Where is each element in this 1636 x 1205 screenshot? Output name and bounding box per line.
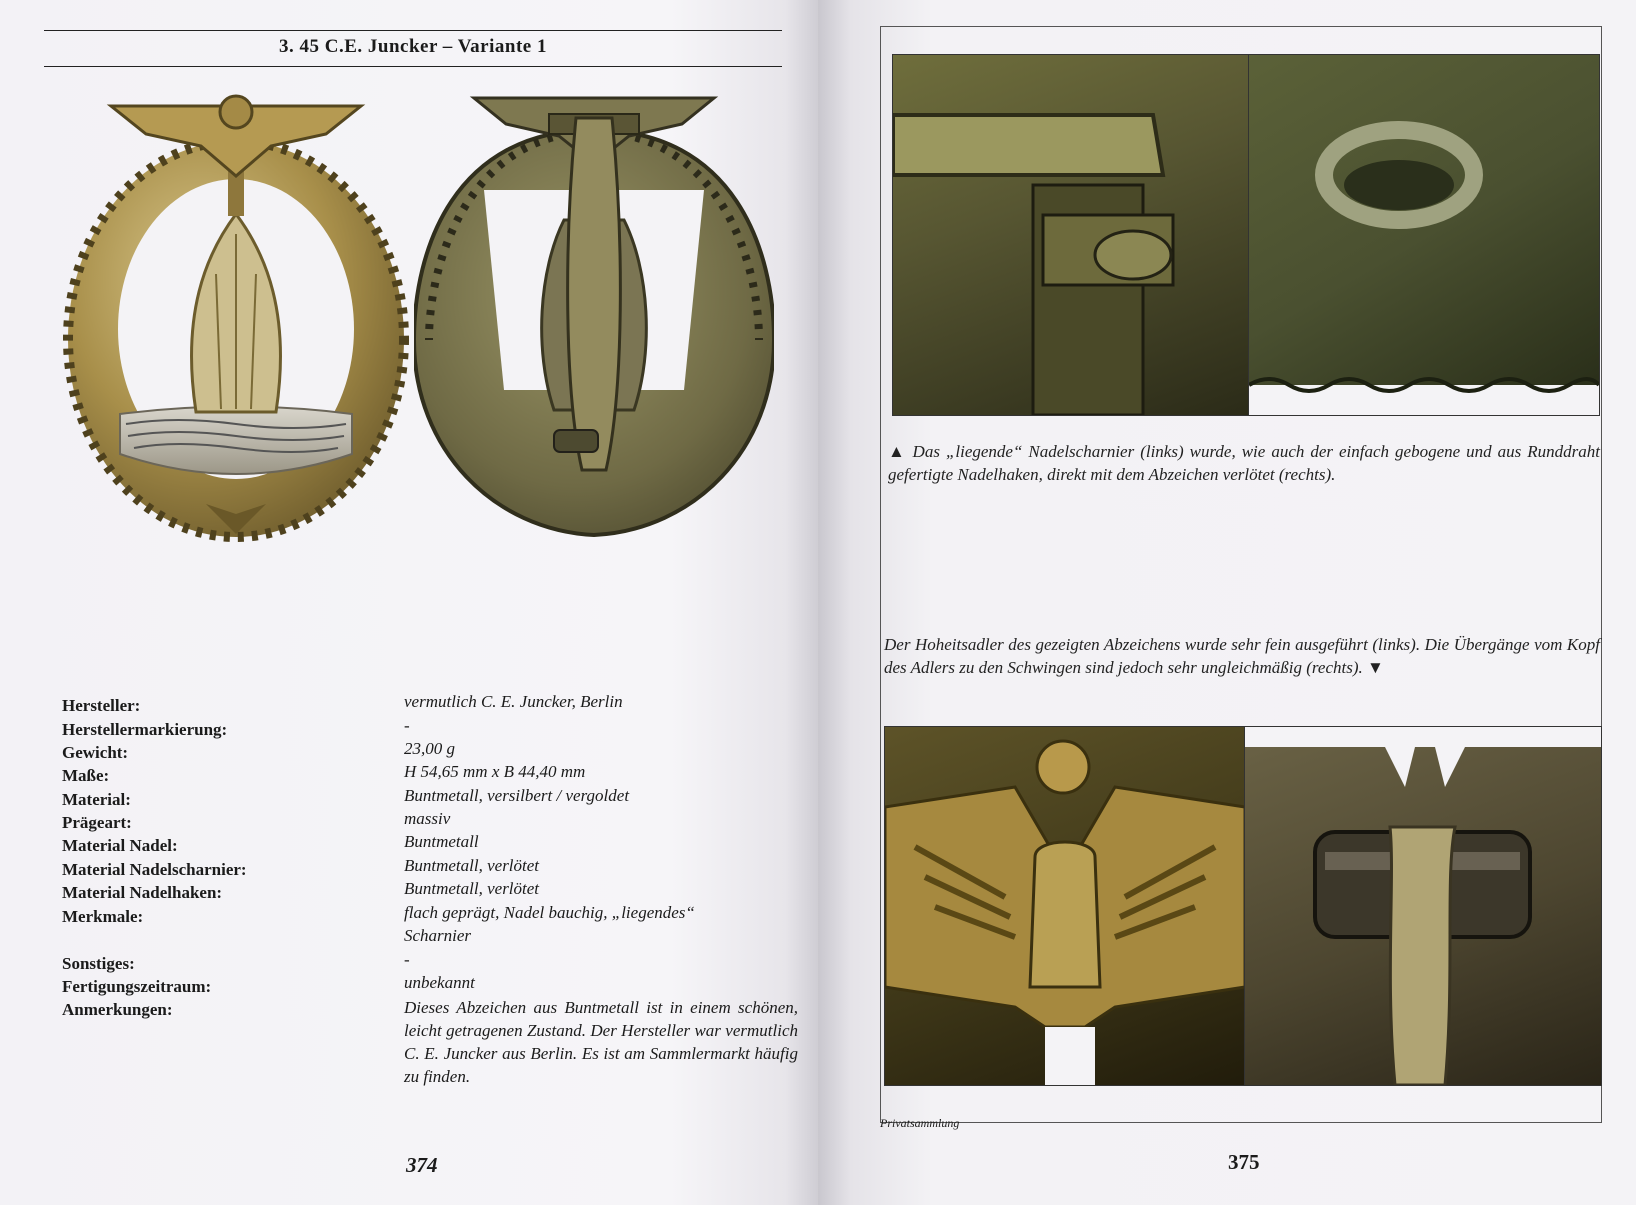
spec-value-merkmale-line2: Scharnier [404, 926, 472, 945]
spec-value-material-nadel: Buntmetall [404, 832, 479, 851]
spec-label-fertigungszeitraum: Fertigungszeitraum: [62, 977, 212, 996]
page-number-right: 375 [1228, 1150, 1260, 1174]
caption-top: ▲ Das „liegende“ Nadelscharnier (links) wurde, wie auch der einfach gebogene und aus Runddraht gefertigte Nadelhaken, direkt mit dem Abzeichen verlötet (rechts). [888, 442, 1600, 484]
spec-value-praegeart: massiv [404, 809, 451, 828]
spec-label-material-nadel: Material Nadel: [62, 836, 178, 855]
spec-value-material: Buntmetall, versilbert / vergoldet [404, 786, 630, 805]
title-bottom-rule [44, 66, 782, 67]
badge-obverse-image [56, 94, 420, 544]
spec-value-gewicht: 23,00 g [404, 739, 455, 758]
spec-label-material: Material: [62, 790, 131, 809]
spec-label-sonstiges: Sonstiges: [62, 954, 135, 973]
title-top-rule [44, 30, 782, 31]
spec-value-material-nadelhaken: Buntmetall, verlötet [404, 879, 540, 898]
spec-value-hersteller: vermutlich C. E. Juncker, Berlin [404, 692, 623, 711]
spec-label-praegeart: Prägeart: [62, 813, 132, 832]
spec-value-merkmale: flach geprägt, Nadel bauchig, „liegendes“ [404, 903, 695, 922]
badge-reverse-image [414, 90, 774, 540]
spec-label-masse: Maße: [62, 766, 110, 785]
spec-label-merkmale: Merkmale: [62, 907, 144, 926]
spec-label-material-nadelscharnier: Material Nadelscharnier: [62, 860, 247, 879]
spec-value-sonstiges: - [404, 950, 410, 969]
photo-eagle-reverse-detail [1244, 726, 1602, 1086]
spec-value-herstellermarkierung: - [404, 716, 410, 735]
spec-value-masse: H 54,65 mm x B 44,40 mm [404, 762, 586, 781]
spec-value-material-nadelscharnier: Buntmetall, verlötet [404, 856, 540, 875]
spec-label-anmerkungen: Anmerkungen: [62, 1000, 173, 1019]
spec-label-material-nadelhaken: Material Nadelhaken: [62, 883, 223, 902]
page-title: 3. 45 C.E. Juncker – Variante 1 [279, 36, 547, 57]
spec-label-hersteller: Hersteller: [62, 696, 141, 715]
spec-label-gewicht: Gewicht: [62, 743, 129, 762]
spec-label-herstellermarkierung: Herstellermarkierung: [62, 720, 228, 739]
photo-credit: Privatsammlung [880, 1116, 960, 1130]
photo-hook-closeup [1248, 54, 1600, 416]
right-page [818, 0, 1636, 1205]
caption-middle: Der Hoheitsadler des gezeigten Abzeichens wurde sehr fein ausgeführt (links). Die Übergänge vom Kopf des Adlers zu den Schwingen sind jedoch sehr ungleichmäßig (rechts). ▼ [884, 635, 1600, 677]
photo-eagle-detail [884, 726, 1246, 1086]
spec-value-anmerkungen: Dieses Abzeichen aus Buntmetall ist in einem schönen, leicht getragenen Zustand. Der Hersteller war vermutlich C. E. Juncker aus Berlin. Es ist am Sammlermarkt häufig zu finden. [404, 998, 798, 1086]
page-number-left: 374 [406, 1153, 438, 1177]
spec-value-fertigungszeitraum: unbekannt [404, 973, 475, 992]
photo-hinge-closeup [892, 54, 1250, 416]
